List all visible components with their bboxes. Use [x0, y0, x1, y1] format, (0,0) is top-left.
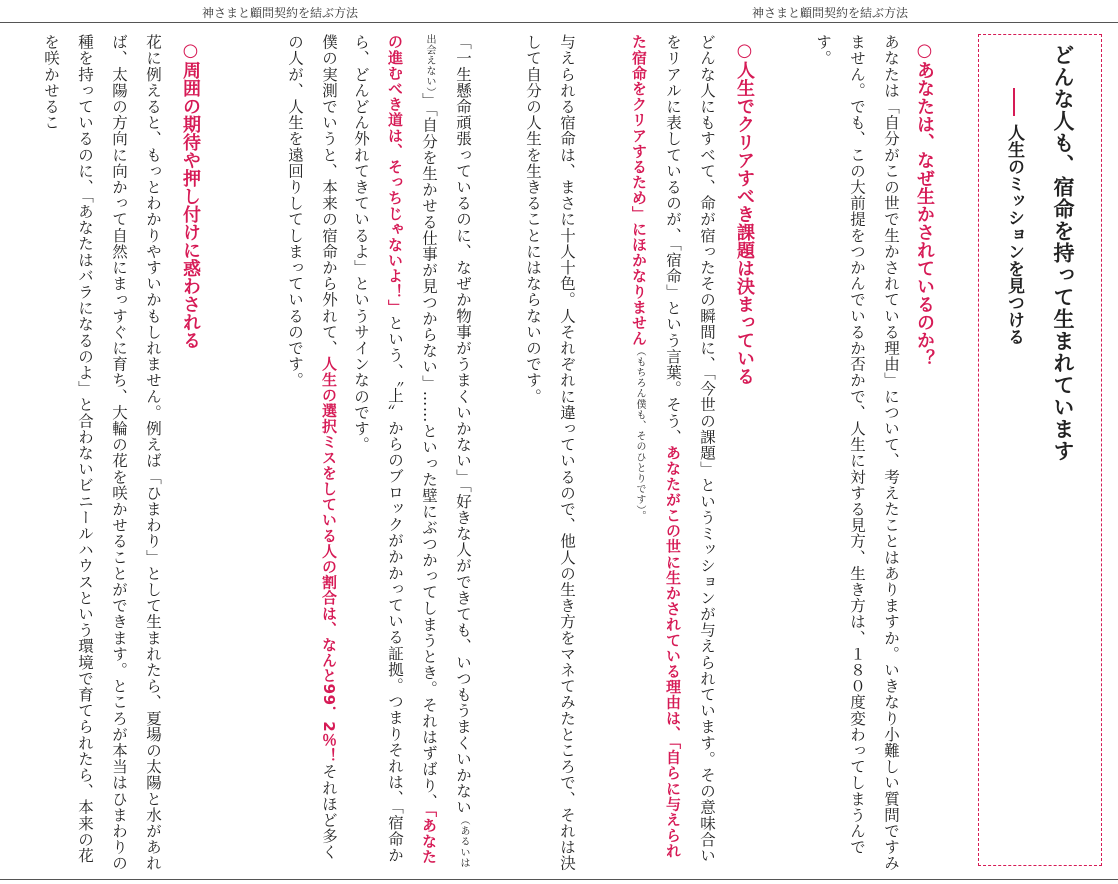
title-box — [978, 34, 1102, 866]
paragraph-s2-1: どんな人にもすべて、命が宿ったその瞬間に、「今世の課題」というミッションが与えられています。その意味合いをリアルに表しているのが、「宿命」という言葉。そう、あなたがこの世に生かされている理由は、「自らに与えられた宿命をクリアするため」にほかなりません（もちろん僕も、そのひとりです）。 — [630, 34, 716, 864]
bottom-rule — [0, 879, 1118, 880]
title-dash — [1013, 88, 1015, 116]
heading-why-alive: ○あなたは、なぜ生かされているのか？ — [914, 40, 935, 367]
circle-bullet-icon: ○ — [180, 40, 201, 61]
running-header-right: 神さまと顧問契約を結ぶ方法 — [752, 6, 909, 20]
paragraph-s2-4: 僕の実測でいうと、本来の宿命から外れて、人生の選択ミスをしている人の割合は、なんと99．2％！それほど多くの人が、人生を遠回りしてしまっているのです。 — [286, 34, 338, 861]
paragraph-s2-2: 与えられる宿命は、まさに十人十色。人それぞれに違っているので、他人の生き方をマネてみたところで、それは決して自分の人生を生きることにはならないのです。 — [524, 34, 576, 872]
circle-bullet-icon: ○ — [734, 40, 755, 61]
running-header-left: 神さまと顧問契約を結ぶ方法 — [202, 6, 359, 20]
paragraph-s2-3: 「一生懸命頑張っているのに、なぜか物事がうまくいかない」「好きな人ができても、いつもうまくいかない（あるいは出会えない）」「自分を生かせる仕事が見つからない」……といった壁にぶつかってしまうとき。それはずばり、「あなたの進むべき道は、そっちじゃないよ！」という、〝上〟からのブロックがかかっている証拠。つまりそれは、「宿命から、どんどん外れてきているよ」というサインなのです。 — [352, 34, 472, 869]
sub-title-text: 人生のミッションを見つける — [1004, 124, 1024, 345]
heading-life-tasks: ○人生でクリアすべき課題は決まっている — [734, 40, 755, 385]
heading-expectations: ○周囲の期待や押し付けに惑わされる — [180, 40, 201, 349]
paragraph-s3-1: 花に例えると、もっとわかりやすいかもしれません。例えば「ひまわり」として生まれたら、夏場の太陽と水があれば、太陽の方向に向かって自然にまっすぐに育ち、大輪の花を咲かせることができます。ところが本当はひまわりの種を持っているのに、「あなたはバラになるのよ」と合わないビニールハウスという環境で育てられたら、本来の花を咲かせるこ — [42, 34, 162, 872]
emphasis-percentage: 人生の選択ミスをしている人の割合は、なんと99．2％！ — [320, 356, 338, 764]
paragraph-s1-1: あなたは「自分がこの世で生かされている理由」について、考えたことはありますか。いきなり小難しい質問ですみません。でも、この大前提をつかんでいるか否かで、人生に対する見方、生き方は、１８０度変わってしまうんです。 — [814, 34, 900, 872]
top-rule — [0, 22, 1118, 23]
emphasis-mission: あなたがこの世に生かされている理由は、「自らに与えられた宿命をクリアするため」にほかなりません — [630, 34, 682, 859]
main-title: どんな人も、宿命を持って生まれています — [1051, 44, 1075, 462]
circle-bullet-icon: ○ — [914, 40, 935, 61]
sub-title — [1002, 88, 1026, 788]
emphasis-path: 「あなたの進むべき道は、そっちじゃないよ！」 — [386, 34, 438, 865]
